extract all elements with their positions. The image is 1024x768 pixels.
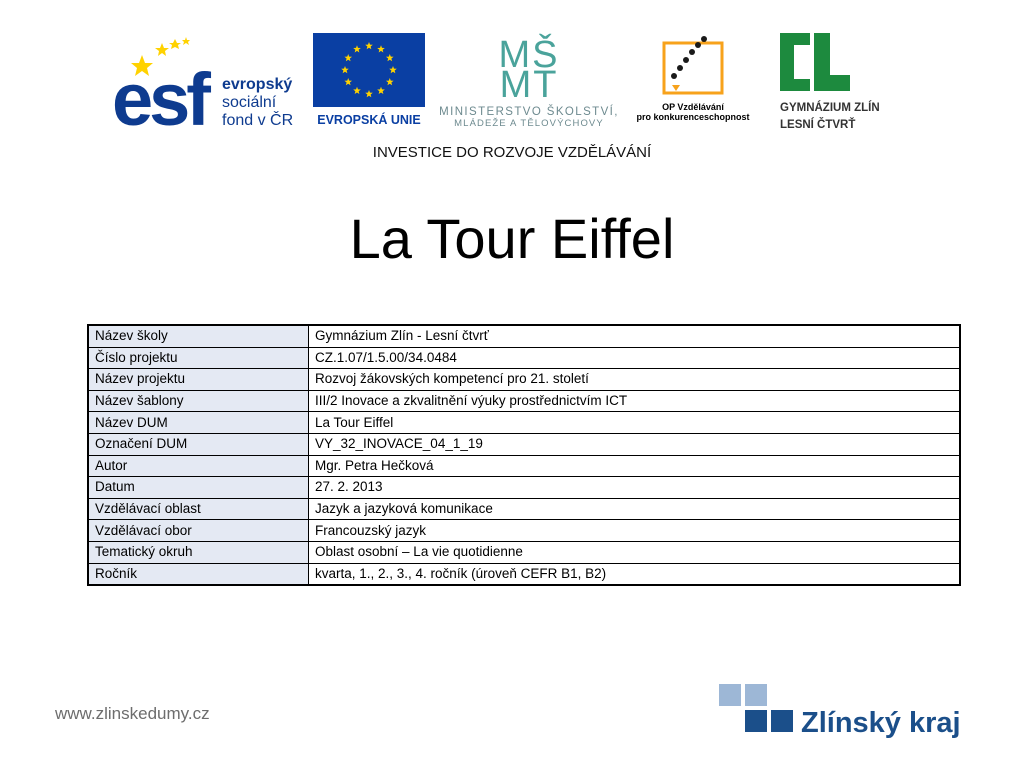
- table-row: [88, 541, 960, 563]
- investment-banner-text: INVESTICE DO ROZVOJE VZDĚLÁVÁNÍ: [372, 144, 652, 161]
- table-row: [88, 498, 960, 520]
- eu-star-icon: [341, 66, 349, 73]
- row-label: Datum: [88, 477, 309, 499]
- row-label: Autor: [88, 455, 309, 477]
- eu-flag-icon: [313, 33, 425, 107]
- esf-abbr: esf: [112, 58, 207, 129]
- eu-star-icon: [389, 66, 397, 73]
- row-value: Mgr. Petra Hečková: [309, 455, 961, 477]
- row-value: Gymnázium Zlín - Lesní čtvrť: [309, 325, 961, 347]
- row-label: Název školy: [88, 325, 309, 347]
- table-row: [88, 433, 960, 455]
- esf-text-line-2: sociální: [222, 94, 277, 111]
- eu-star-icon: [386, 54, 394, 61]
- row-label: Číslo projektu: [88, 347, 309, 369]
- table-row: [88, 369, 960, 391]
- project-info-table: [87, 324, 961, 586]
- row-value: CZ.1.07/1.5.00/34.0484: [309, 347, 961, 369]
- row-value: III/2 Inovace a zkvalitnění výuky prostřednictvím ICT: [309, 390, 961, 412]
- row-label: Název DUM: [88, 412, 309, 434]
- op-caption-line-2: pro konkurenceschopnost: [636, 112, 750, 122]
- esf-text-line-3: fond v ČR: [222, 112, 294, 129]
- row-label: Označení DUM: [88, 433, 309, 455]
- table-row: [88, 520, 960, 542]
- row-value: Rozvoj žákovských kompetencí pro 21. století: [309, 369, 961, 391]
- row-label: Vzdělávací obor: [88, 520, 309, 542]
- eu-logo: [313, 33, 425, 129]
- zlinsky-kraj-squares-icon: [719, 684, 793, 732]
- gymnazium-caption-line-2: LESNÍ ČTVRŤ: [780, 119, 856, 131]
- zlinsky-kraj-logo: [719, 682, 961, 744]
- gymnazium-logo: [780, 33, 906, 129]
- msmt-monogram-icon: [479, 33, 579, 99]
- row-label: Název projektu: [88, 369, 309, 391]
- row-value: La Tour Eiffel: [309, 412, 961, 434]
- eu-star-icon: [365, 42, 373, 49]
- row-label: Název šablony: [88, 390, 309, 412]
- esf-logo: [112, 33, 304, 129]
- row-value: kvarta, 1., 2., 3., 4. ročník (úroveň CEFR B1, B2): [309, 563, 961, 585]
- eu-star-icon: [386, 78, 394, 85]
- table-row: [88, 477, 960, 499]
- eu-star-icon: [377, 45, 385, 52]
- msmt-logo: [430, 33, 628, 129]
- msmt-caption-line-2: MLÁDEŽE A TĚLOVÝCHOVY: [454, 118, 604, 129]
- eu-star-icon: [353, 45, 361, 52]
- esf-text-line-1: evropský: [222, 76, 293, 93]
- op-vzdelavani-logo: [630, 33, 756, 129]
- table-row: [88, 347, 960, 369]
- row-value: Francouzský jazyk: [309, 520, 961, 542]
- row-label: Vzdělávací oblast: [88, 498, 309, 520]
- row-label: Tematický okruh: [88, 541, 309, 563]
- gymnazium-emblem-icon: [780, 33, 850, 91]
- page-title: La Tour Eiffel: [349, 207, 675, 270]
- msmt-caption-line-1: MINISTERSTVO ŠKOLSTVÍ,: [439, 106, 619, 118]
- row-value: Jazyk a jazyková komunikace: [309, 498, 961, 520]
- table-row: [88, 390, 960, 412]
- svg-text:MT: MT: [499, 64, 559, 99]
- website-url: www.zlinskedumy.cz: [55, 704, 210, 723]
- row-value: VY_32_INOVACE_04_1_19: [309, 433, 961, 455]
- zlinsky-kraj-name: Zlínský kraj: [801, 707, 961, 739]
- table-row: [88, 455, 960, 477]
- svg-text:MŠ: MŠ: [498, 34, 560, 76]
- op-emblem-icon: [658, 33, 728, 97]
- table-row: [88, 412, 960, 434]
- eu-star-icon: [377, 87, 385, 94]
- table-row: [88, 325, 960, 347]
- row-value: Oblast osobní – La vie quotidienne: [309, 541, 961, 563]
- eu-star-icon: [353, 87, 361, 94]
- eu-caption: EVROPSKÁ UNIE: [317, 113, 421, 127]
- eu-star-icon: [344, 78, 352, 85]
- row-label: Ročník: [88, 563, 309, 585]
- op-caption-line-1: OP Vzdělávání: [662, 102, 724, 112]
- gymnazium-caption-line-1: GYMNÁZIUM ZLÍN: [780, 102, 880, 114]
- eu-star-icon: [344, 54, 352, 61]
- eu-star-icon: [365, 90, 373, 97]
- row-value: 27. 2. 2013: [309, 477, 961, 499]
- table-row: [88, 563, 960, 585]
